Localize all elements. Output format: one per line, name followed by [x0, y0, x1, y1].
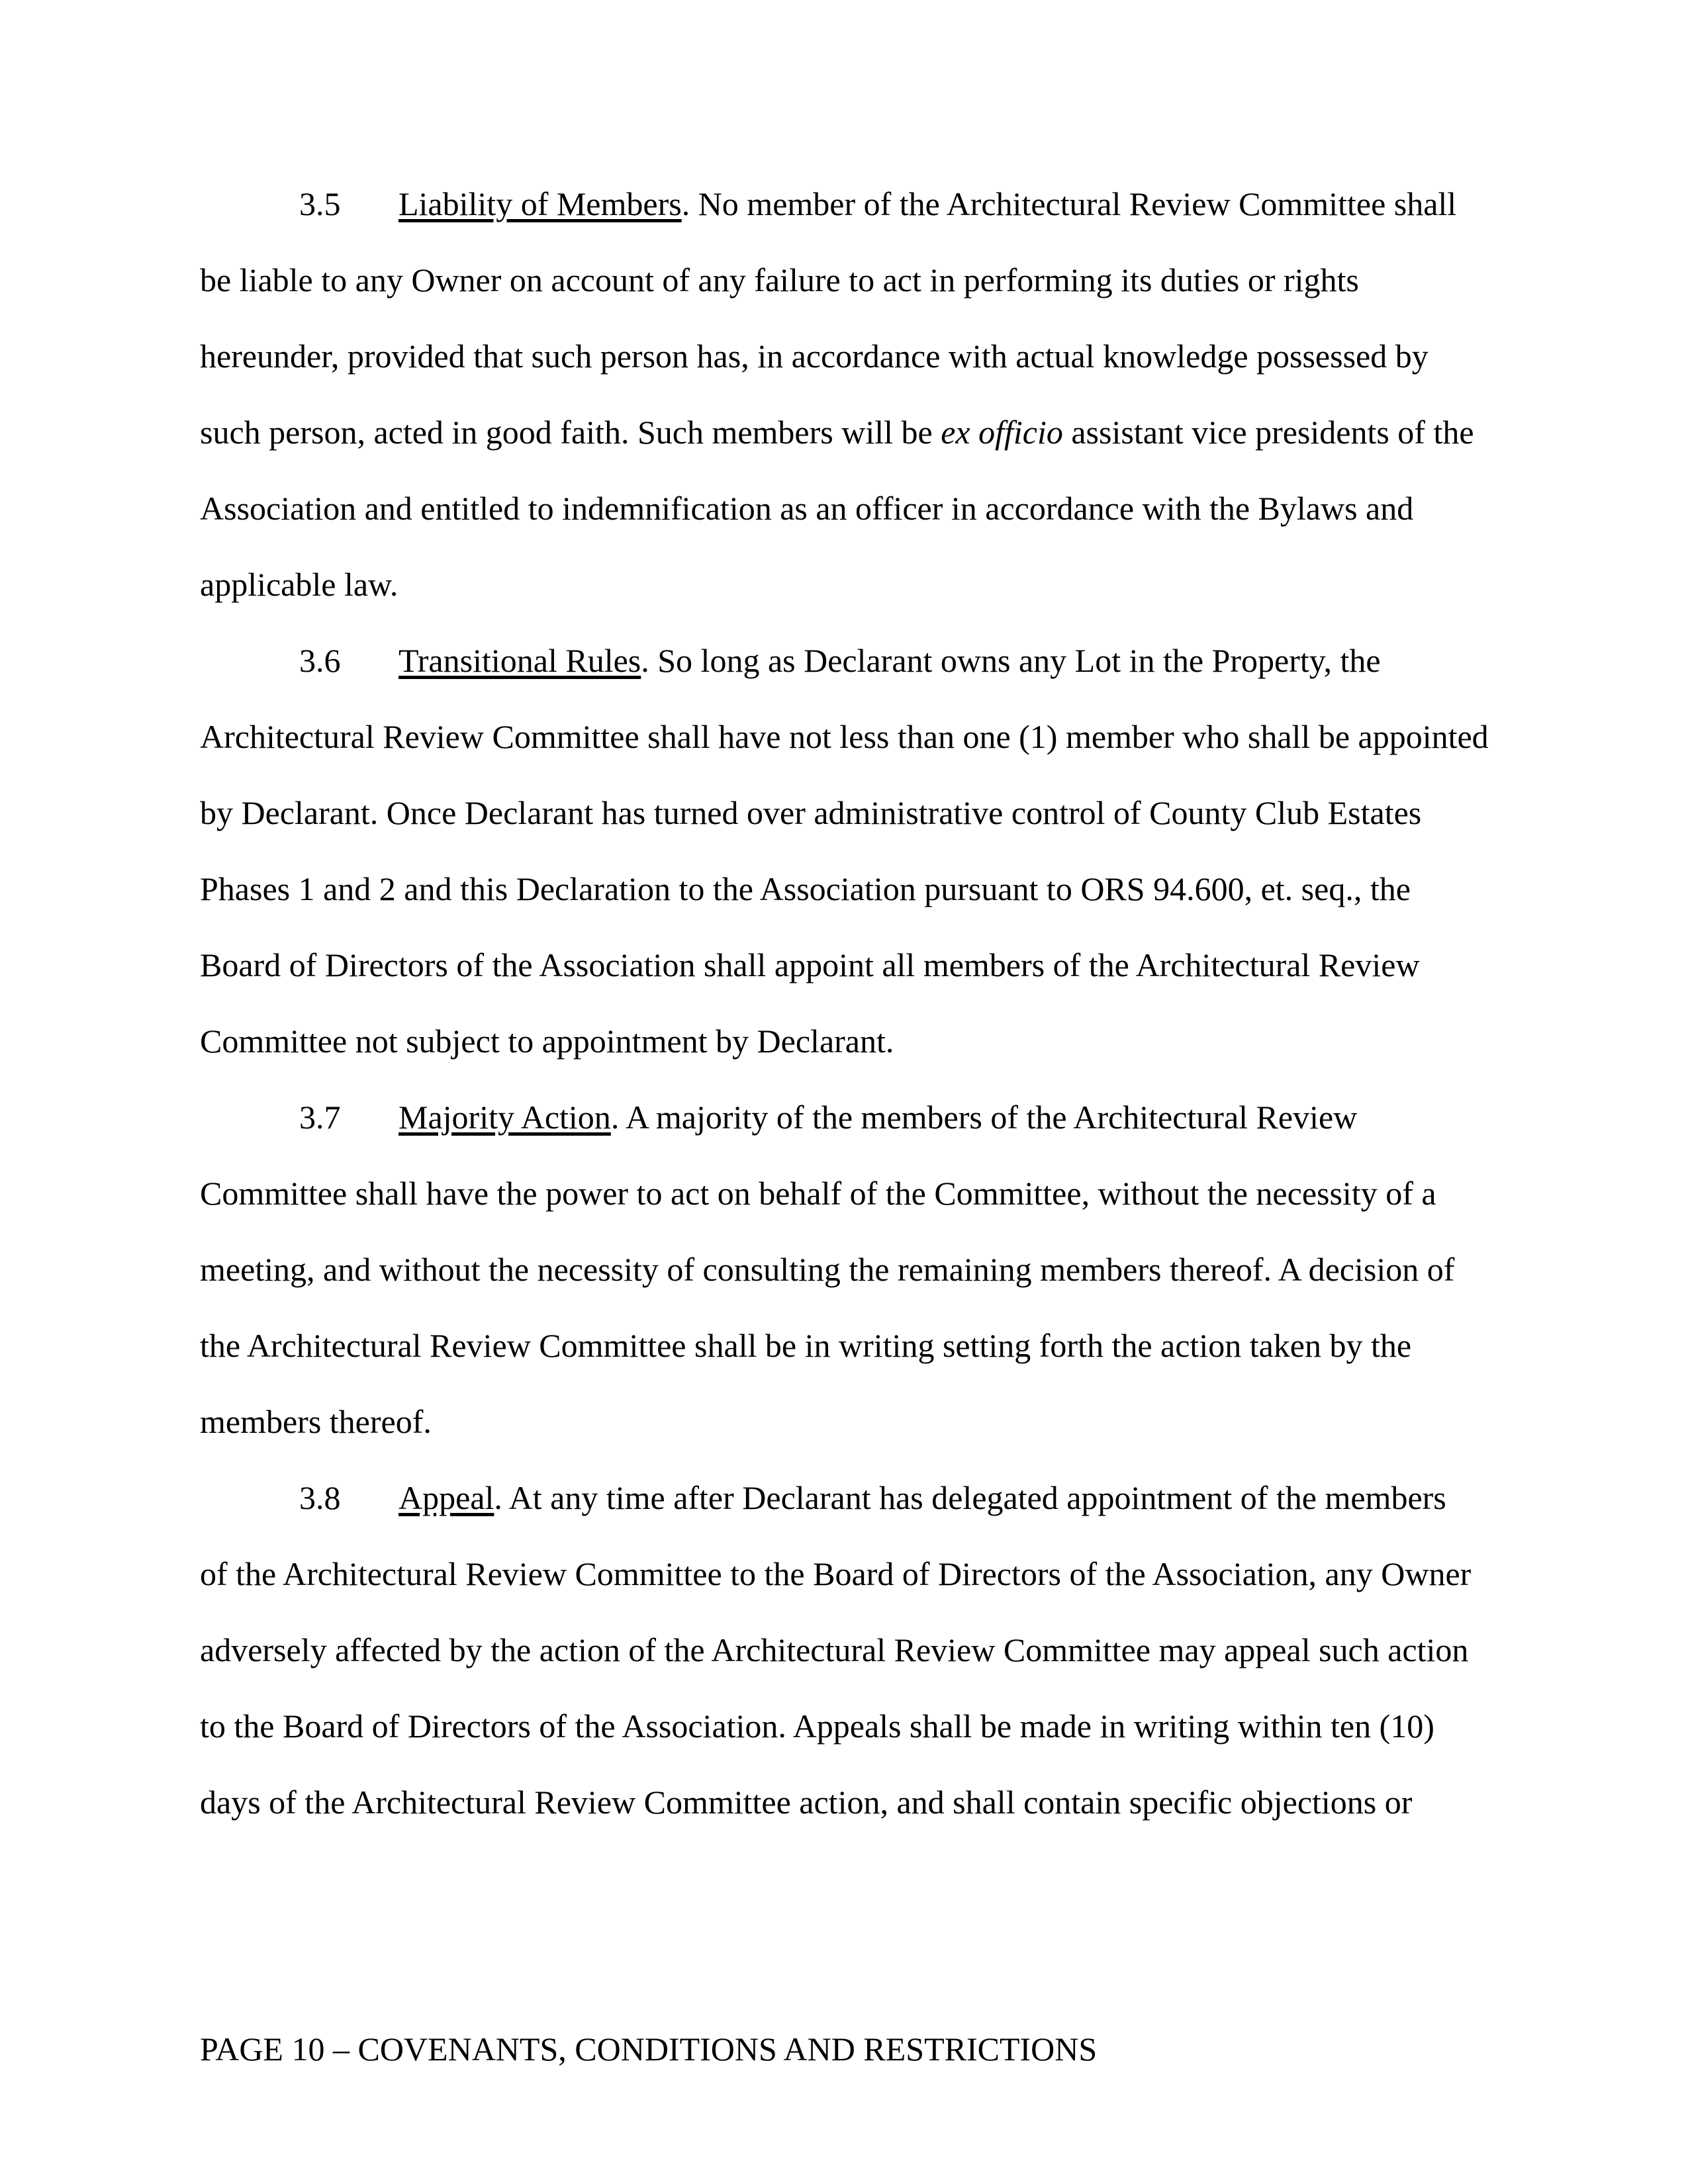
- section-number: 3.8: [299, 1479, 341, 1516]
- section-text-line: Architectural Review Committee shall have not less than one (1) member who shall be appointed: [200, 718, 1489, 755]
- section-number: 3.7: [299, 1099, 341, 1136]
- section-heading-line: [299, 184, 1456, 224]
- italic-term: ex officio: [941, 414, 1063, 451]
- section-text-line: meeting, and without the necessity of consulting the remaining members thereof. A decision of: [200, 1251, 1455, 1288]
- section-text-line: Committee shall have the power to act on behalf of the Committee, without the necessity of a: [200, 1175, 1436, 1212]
- section-heading: Majority Action: [399, 1099, 611, 1136]
- section-text-line: hereunder, provided that such person has, in accordance with actual knowledge possessed by: [200, 338, 1429, 375]
- section-text: . At any time after Declarant has delegated appointment of the members: [494, 1479, 1446, 1516]
- section-text-line: be liable to any Owner on account of any failure to act in performing its duties or rights: [200, 261, 1359, 298]
- section-heading: Appeal: [399, 1479, 494, 1516]
- section-text-line: Board of Directors of the Association shall appoint all members of the Architectural Review: [200, 946, 1420, 983]
- section-heading: Transitional Rules: [399, 642, 641, 679]
- section-text: assistant vice presidents of the: [1062, 414, 1474, 451]
- section-text-line: [200, 412, 1474, 452]
- section-text: . So long as Declarant owns any Lot in the Property, the: [641, 642, 1381, 679]
- section-number: 3.6: [299, 642, 341, 679]
- section-heading: Liability of Members: [399, 185, 682, 222]
- section-number: 3.5: [299, 185, 341, 222]
- section-text-line: of the Architectural Review Committee to the Board of Directors of the Association, any Owner: [200, 1555, 1472, 1592]
- section-text-line: by Declarant. Once Declarant has turned over administrative control of County Club Estates: [200, 794, 1422, 831]
- section-text-line: Committee not subject to appointment by Declarant.: [200, 1023, 894, 1060]
- section-text-line: adversely affected by the action of the Architectural Review Committee may appeal such action: [200, 1631, 1469, 1668]
- section-text: such person, acted in good faith. Such members will be: [200, 414, 941, 451]
- section-heading-line: [299, 641, 1381, 680]
- section-text-line: days of the Architectural Review Committee action, and shall contain specific objections or: [200, 1784, 1413, 1821]
- section-text-line: applicable law.: [200, 566, 399, 603]
- section-text-line: members thereof.: [200, 1403, 432, 1440]
- page-footer: PAGE 10 – COVENANTS, CONDITIONS AND RESTRICTIONS: [200, 2030, 1098, 2068]
- section-text-line: the Architectural Review Committee shall be in writing setting forth the action taken by the: [200, 1327, 1412, 1364]
- section-heading-line: [299, 1097, 1357, 1137]
- section-text: . A majority of the members of the Architectural Review: [610, 1099, 1358, 1136]
- section-text: . No member of the Architectural Review Committee shall: [681, 185, 1457, 222]
- section-heading-line: [299, 1478, 1446, 1518]
- section-text-line: to the Board of Directors of the Association. Appeals shall be made in writing within ten (10): [200, 1707, 1434, 1745]
- section-text-line: Association and entitled to indemnification as an officer in accordance with the Bylaws and: [200, 490, 1414, 527]
- section-text-line: Phases 1 and 2 and this Declaration to the Association pursuant to ORS 94.600, et. seq., the: [200, 870, 1411, 907]
